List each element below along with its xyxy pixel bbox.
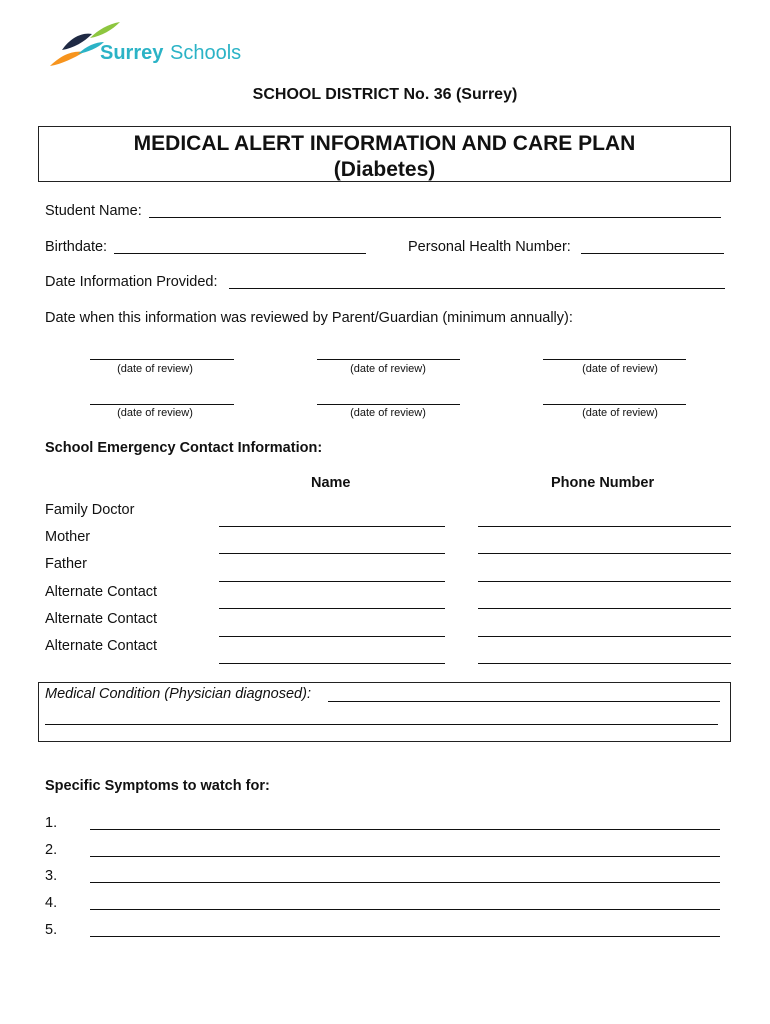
symptom-number: 2. <box>45 842 58 858</box>
contact-phone-field[interactable] <box>478 581 731 582</box>
contact-row-label: Family Doctor <box>45 502 135 518</box>
contact-row-label: Alternate Contact <box>45 611 158 627</box>
review-date-label: (date of review) <box>582 363 658 375</box>
contact-name-field[interactable] <box>219 663 445 664</box>
contact-phone-field[interactable] <box>478 526 731 527</box>
medical-condition-field-continued[interactable] <box>45 724 718 725</box>
surrey-schools-logo <box>48 20 253 70</box>
review-date-field[interactable] <box>90 359 234 360</box>
symptom-field[interactable] <box>90 829 720 830</box>
contact-phone-field[interactable] <box>478 608 731 609</box>
contact-name-field[interactable] <box>219 553 445 554</box>
contact-row-label: Alternate Contact <box>45 584 158 600</box>
student-name-label: Student Name: <box>45 203 142 219</box>
symptom-number: 5. <box>45 922 58 938</box>
review-date-field[interactable] <box>543 404 686 405</box>
birthdate-field[interactable] <box>114 253 366 254</box>
logo-text-schools: Schools <box>170 42 242 64</box>
birthdate-label: Birthdate: <box>45 239 108 255</box>
phn-label: Personal Health Number: <box>408 239 571 255</box>
review-date-field[interactable] <box>90 404 234 405</box>
review-date-field[interactable] <box>317 359 460 360</box>
contact-name-field[interactable] <box>219 636 445 637</box>
review-date-field[interactable] <box>317 404 460 405</box>
contact-phone-field[interactable] <box>478 553 731 554</box>
title-box <box>38 126 731 182</box>
student-name-field[interactable] <box>149 217 721 218</box>
contact-row-label: Father <box>45 556 87 572</box>
symptom-number: 3. <box>45 868 58 884</box>
symptom-field[interactable] <box>90 909 720 910</box>
review-date-field[interactable] <box>543 359 686 360</box>
contact-phone-field[interactable] <box>478 663 731 664</box>
review-date-label: (date of review) <box>582 407 658 419</box>
district-heading: SCHOOL DISTRICT No. 36 (Surrey) <box>252 86 518 103</box>
contact-row-label: Mother <box>45 529 91 545</box>
contact-row-label: Alternate Contact <box>45 638 158 654</box>
date-provided-field[interactable] <box>229 288 725 289</box>
symptom-number: 4. <box>45 895 58 911</box>
symptom-field[interactable] <box>90 882 720 883</box>
contacts-name-column-header: Name <box>311 475 351 491</box>
symptom-number: 1. <box>45 815 58 831</box>
symptoms-heading: Specific Symptoms to watch for: <box>45 778 270 794</box>
phn-field[interactable] <box>581 253 724 254</box>
review-date-label: (date of review) <box>117 407 193 419</box>
contacts-heading: School Emergency Contact Information: <box>45 440 323 456</box>
contacts-phone-column-header: Phone Number <box>551 475 655 491</box>
contact-name-field[interactable] <box>219 526 445 527</box>
contact-name-field[interactable] <box>219 581 445 582</box>
review-intro-text: Date when this information was reviewed by Parent/Guardian (minimum annually): <box>45 310 573 326</box>
symptom-field[interactable] <box>90 936 720 937</box>
review-date-label: (date of review) <box>350 363 426 375</box>
page-title: MEDICAL ALERT INFORMATION AND CARE PLAN <box>133 132 636 155</box>
review-date-label: (date of review) <box>350 407 426 419</box>
review-date-label: (date of review) <box>117 363 193 375</box>
contact-phone-field[interactable] <box>478 636 731 637</box>
page-subtitle: (Diabetes) <box>333 158 436 181</box>
logo-text-surrey: Surrey <box>100 42 164 64</box>
medical-condition-label: Medical Condition (Physician diagnosed): <box>45 686 311 702</box>
medical-condition-field[interactable] <box>328 701 720 702</box>
symptom-field[interactable] <box>90 856 720 857</box>
contact-name-field[interactable] <box>219 608 445 609</box>
medical-condition-box <box>38 682 731 742</box>
date-provided-label: Date Information Provided: <box>45 274 218 290</box>
